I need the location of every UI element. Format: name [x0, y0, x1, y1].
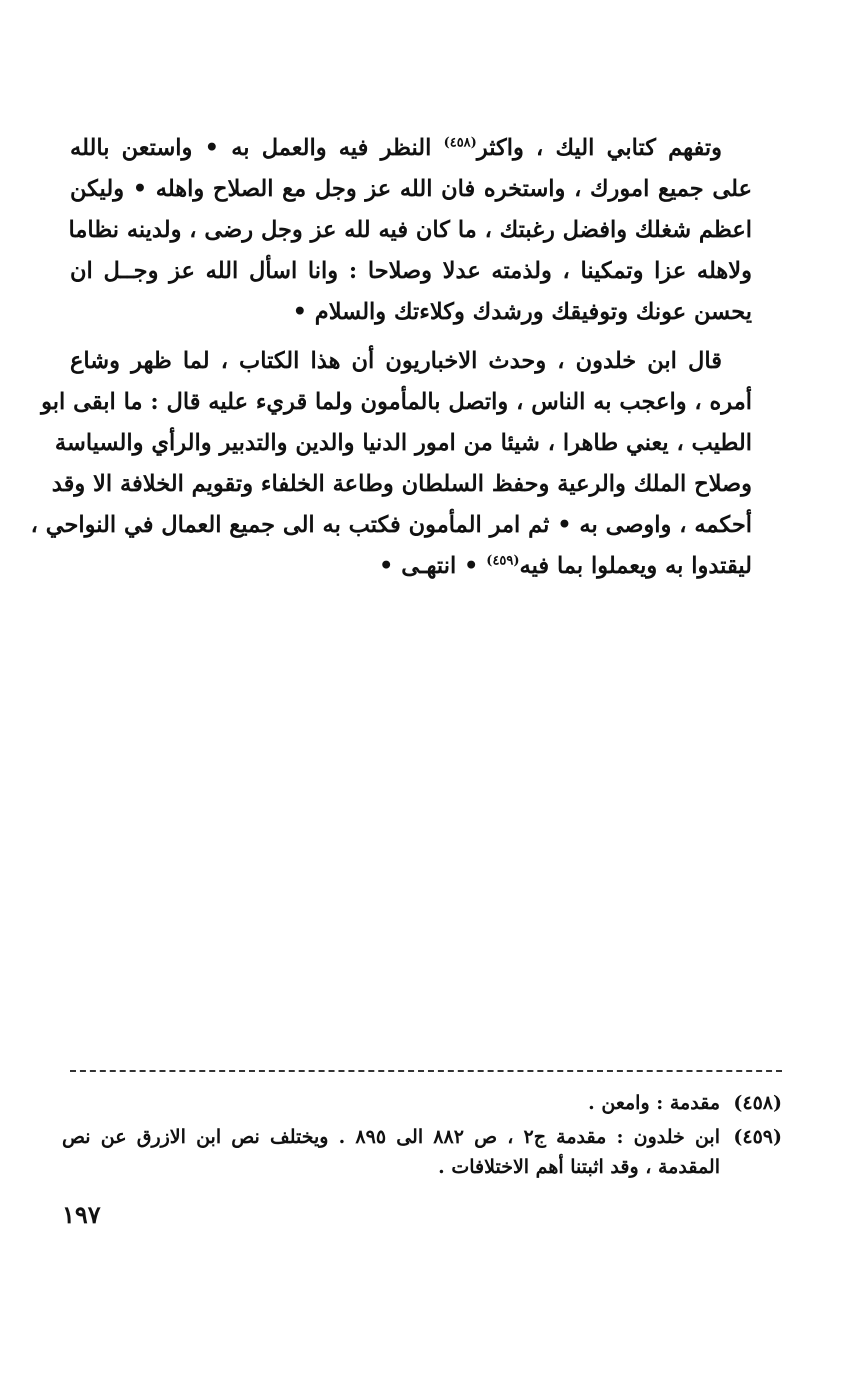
main-text [30, 128, 752, 587]
text-line [70, 128, 752, 169]
text-line: على جميع امورك ، واستخره فان الله عز وجل مع الصلاح واهله • وليكن [70, 176, 752, 202]
text-line: أحكمه ، واوصى به • ثم امر المأمون فكتب به الى جميع العمال في النواحي ، [30, 512, 752, 538]
text-line: اعظم شغلك وافضل رغبتك ، ما كان فيه لله عز وجل رضى ، ولدينه نظاما [68, 217, 752, 243]
paragraph-2 [30, 341, 752, 587]
footnote-reference: (٤٥٩) [486, 553, 520, 569]
text-fragment: ليقتدوا به ويعملوا بما فيه [519, 553, 752, 579]
text-line: الطيب ، يعني طاهرا ، شيئا من امور الدنيا والدين والتدبير والرأي والسياسة [54, 430, 752, 456]
text-line: قال ابن خلدون ، وحدث الاخباريون أن هذا الكتاب ، لما ظهر وشاع [70, 348, 722, 374]
footnote-item [62, 1122, 782, 1182]
footnote-reference: (٤٥٨) [443, 135, 477, 151]
text-line: وصلاح الملك والرعية وحفظ السلطان وطاعة الخلفاء وتقويم الخلافة الا وقد [51, 471, 752, 497]
text-line: يحسن عونك وتوفيقك ورشدك وكلاءتك والسلام • [292, 299, 752, 325]
text-line: أمره ، واعجب به الناس ، واتصل بالمأمون ولما قريء عليه قال : ما ابقى ابو [41, 389, 752, 415]
text-line [70, 546, 752, 587]
paragraph-1 [70, 128, 752, 333]
text-fragment: النظر فيه والعمل به • واستعن بالله [70, 135, 444, 161]
text-fragment: • انتهـى • [378, 553, 487, 579]
footnote-number: (٤٥٨) [733, 1092, 782, 1114]
footnote-text: ابن خلدون : مقدمة ج٢ ، ص ٨٨٢ الى ٨٩٥ . ويختلف نص ابن الازرق عن نص المقدمة ، وقد اثبتنا أهم الاختلافات . [62, 1126, 721, 1178]
footnote-separator [70, 1070, 782, 1072]
footnotes [62, 1088, 782, 1186]
page-number: ١٩٧ [62, 1200, 101, 1229]
footnote-number: (٤٥٩) [733, 1126, 782, 1148]
footnote-item [62, 1088, 782, 1118]
text-fragment: وتفهم كتابي اليك ، واكثر [476, 135, 722, 161]
text-line: ولاهله عزا وتمكينا ، ولذمته عدلا وصلاحا : وانا اسأل الله عز وجــل ان [70, 258, 752, 284]
footnote-text: مقدمة : وامعن . [588, 1092, 720, 1114]
